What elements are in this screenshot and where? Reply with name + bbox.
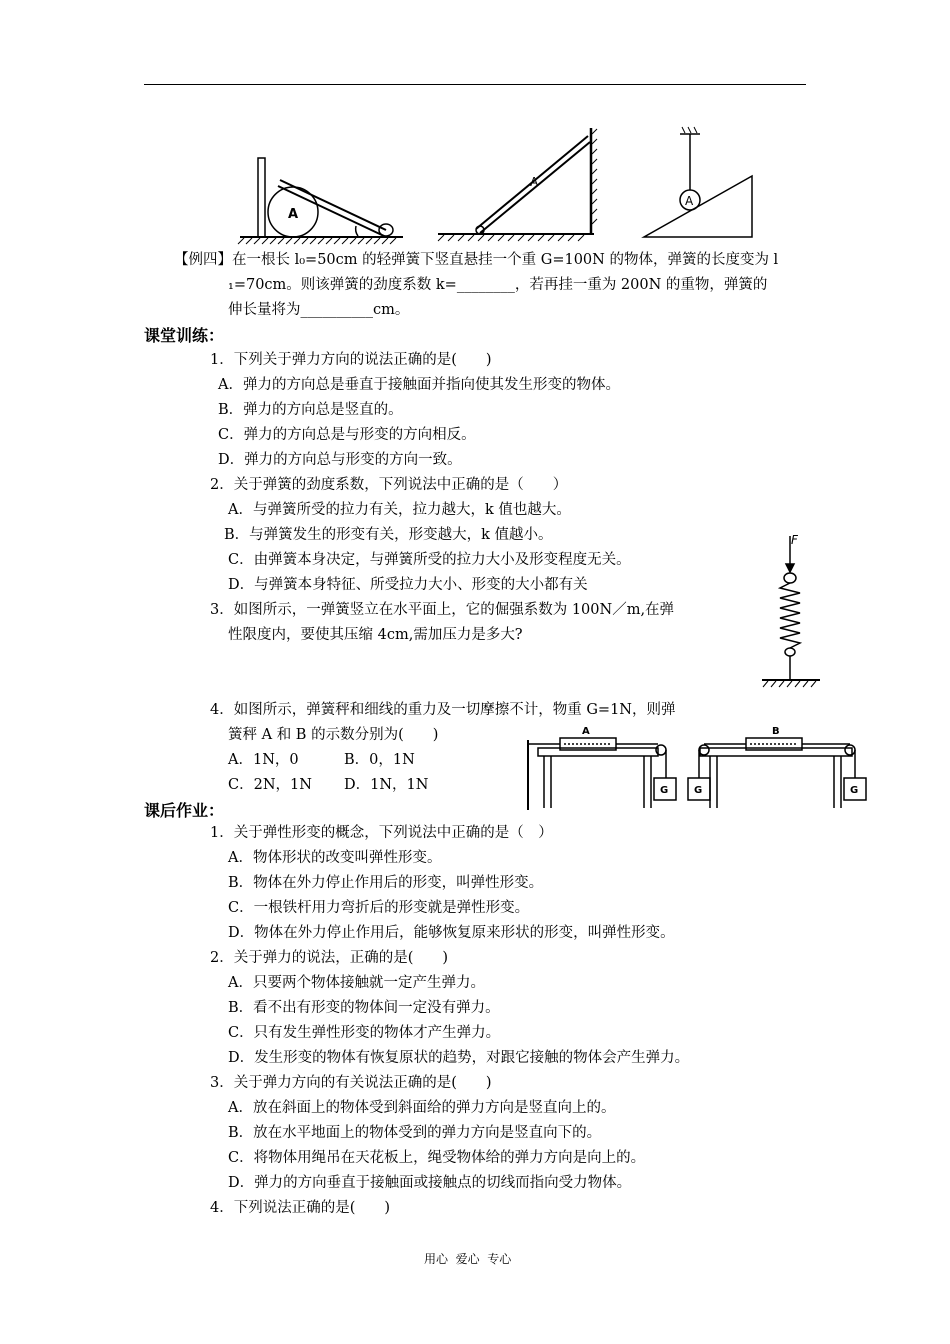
figure-ball-plank — [238, 150, 408, 245]
homework-q2-option-c: C．只有发生弹性形变的物体才产生弹力。 — [228, 1025, 501, 1041]
classroom-q4-option-c: C．2N，1N — [228, 777, 312, 793]
homework-q1: 1．关于弹性形变的概念，下列说法中正确的是（ ） — [210, 825, 553, 841]
rod-label: A — [530, 175, 539, 189]
figure-hanging-ball-incline — [640, 124, 756, 248]
homework-q3-option-b: B．放在水平地面上的物体受到的弹力方向是竖直向下的。 — [228, 1125, 602, 1141]
homework-q3: 3．关于弹力方向的有关说法正确的是( ) — [210, 1075, 492, 1091]
classroom-q3-line1: 3．如图所示，一弹簧竖立在水平面上，它的倔强系数为 100N／m,在弹 — [210, 602, 675, 618]
homework-q4: 4．下列说法正确的是( ) — [210, 1200, 391, 1216]
classroom-heading: 课堂训练： — [144, 326, 225, 345]
hanging-ball-label: A — [685, 194, 694, 208]
homework-q1-option-c: C．一根铁杆用力弯折后的形变就是弹性形变。 — [228, 900, 530, 916]
classroom-q1-option-d: D．弹力的方向总与形变的方向一致。 — [218, 452, 462, 468]
homework-q2-option-b: B．看不出有形变的物体间一定没有弹力。 — [228, 1000, 500, 1016]
classroom-q2-option-d: D．与弹簧本身特征、所受拉力大小、形变的大小都有关 — [228, 577, 588, 593]
homework-q1-option-b: B．物体在外力停止作用后的形变，叫弹性形变。 — [228, 875, 544, 891]
classroom-q1-option-b: B．弹力的方向总是竖直的。 — [218, 402, 403, 418]
homework-q2-option-d: D．发生形变的物体有恢复原状的趋势，对跟它接触的物体会产生弹力。 — [228, 1050, 690, 1066]
classroom-q1: 1．下列关于弹力方向的说法正确的是( ) — [210, 352, 492, 368]
example4-line3: 伸长量将为__________cm。 — [228, 302, 410, 318]
scale-b-label: B — [772, 726, 780, 737]
classroom-q2: 2．关于弹簧的劲度系数，下列说法中正确的是（ ） — [210, 477, 568, 493]
homework-q3-option-d: D．弹力的方向垂直于接触面或接触点的切线而指向受力物体。 — [228, 1175, 632, 1191]
weight-label-1: G — [660, 785, 669, 796]
classroom-q2-option-c: C．由弹簧本身决定，与弹簧所受的拉力大小及形变程度无关。 — [228, 552, 631, 568]
homework-q1-option-a: A．物体形状的改变叫弹性形变。 — [228, 850, 442, 866]
example4-tag: 【例四】 — [174, 252, 232, 268]
classroom-q4-line2: 簧秤 A 和 B 的示数分别为( ) — [228, 727, 439, 743]
ball-label: A — [288, 207, 299, 222]
figure-spring-balances — [520, 722, 875, 812]
classroom-q1-option-c: C．弹力的方向总是与形变的方向相反。 — [218, 427, 476, 443]
homework-heading: 课后作业： — [144, 801, 225, 820]
weight-label-3: G — [850, 785, 859, 796]
example4-line1: 【例四】在一根长 l₀=50cm 的轻弹簧下竖直悬挂一个重 G=100N 的物体，弹簧的长度变为 l — [174, 252, 779, 268]
scale-a-label: A — [582, 726, 590, 737]
classroom-q4-option-a: A．1N，0 — [228, 752, 299, 768]
homework-q3-option-c: C．将物体用绳吊在天花板上，绳受物体给的弹力方向是向上的。 — [228, 1150, 646, 1166]
figure-rod-wall — [436, 126, 606, 244]
classroom-q1-option-a: A．弹力的方向总是垂直于接触面并指向使其发生形变的物体。 — [218, 377, 620, 393]
classroom-q4-option-b: B．0，1N — [344, 752, 415, 768]
figure-vertical-spring — [758, 530, 824, 690]
weight-label-2: G — [694, 785, 703, 796]
homework-q2: 2．关于弹力的说法，正确的是( ) — [210, 950, 449, 966]
header-rule — [144, 84, 806, 85]
spring-force-label: F — [791, 533, 798, 547]
classroom-q4-line1: 4．如图所示，弹簧秤和细线的重力及一切摩擦不计，物重 G=1N，则弹 — [210, 702, 676, 718]
classroom-q4-option-d: D．1N，1N — [344, 777, 429, 793]
classroom-q2-option-b: B．与弹簧发生的形变有关，形变越大，k 值越小。 — [224, 527, 553, 543]
homework-q1-option-d: D．物体在外力停止作用后，能够恢复原来形状的形变，叫弹性形变。 — [228, 925, 675, 941]
homework-q3-option-a: A．放在斜面上的物体受到斜面给的弹力方向是竖直向上的。 — [228, 1100, 616, 1116]
classroom-q3-line2: 性限度内，要使其压缩 4cm,需加压力是多大? — [228, 627, 523, 643]
homework-q2-option-a: A．只要两个物体接触就一定产生弹力。 — [228, 975, 485, 991]
classroom-q2-option-a: A．与弹簧所受的拉力有关，拉力越大，k 值也越大。 — [228, 502, 571, 518]
page-footer: 用心 爱心 专心 — [424, 1252, 512, 1266]
example4-line2: ₁=70cm。则该弹簧的劲度系数 k=________，若再挂一重为 200N 的重物，弹簧的 — [228, 277, 768, 293]
